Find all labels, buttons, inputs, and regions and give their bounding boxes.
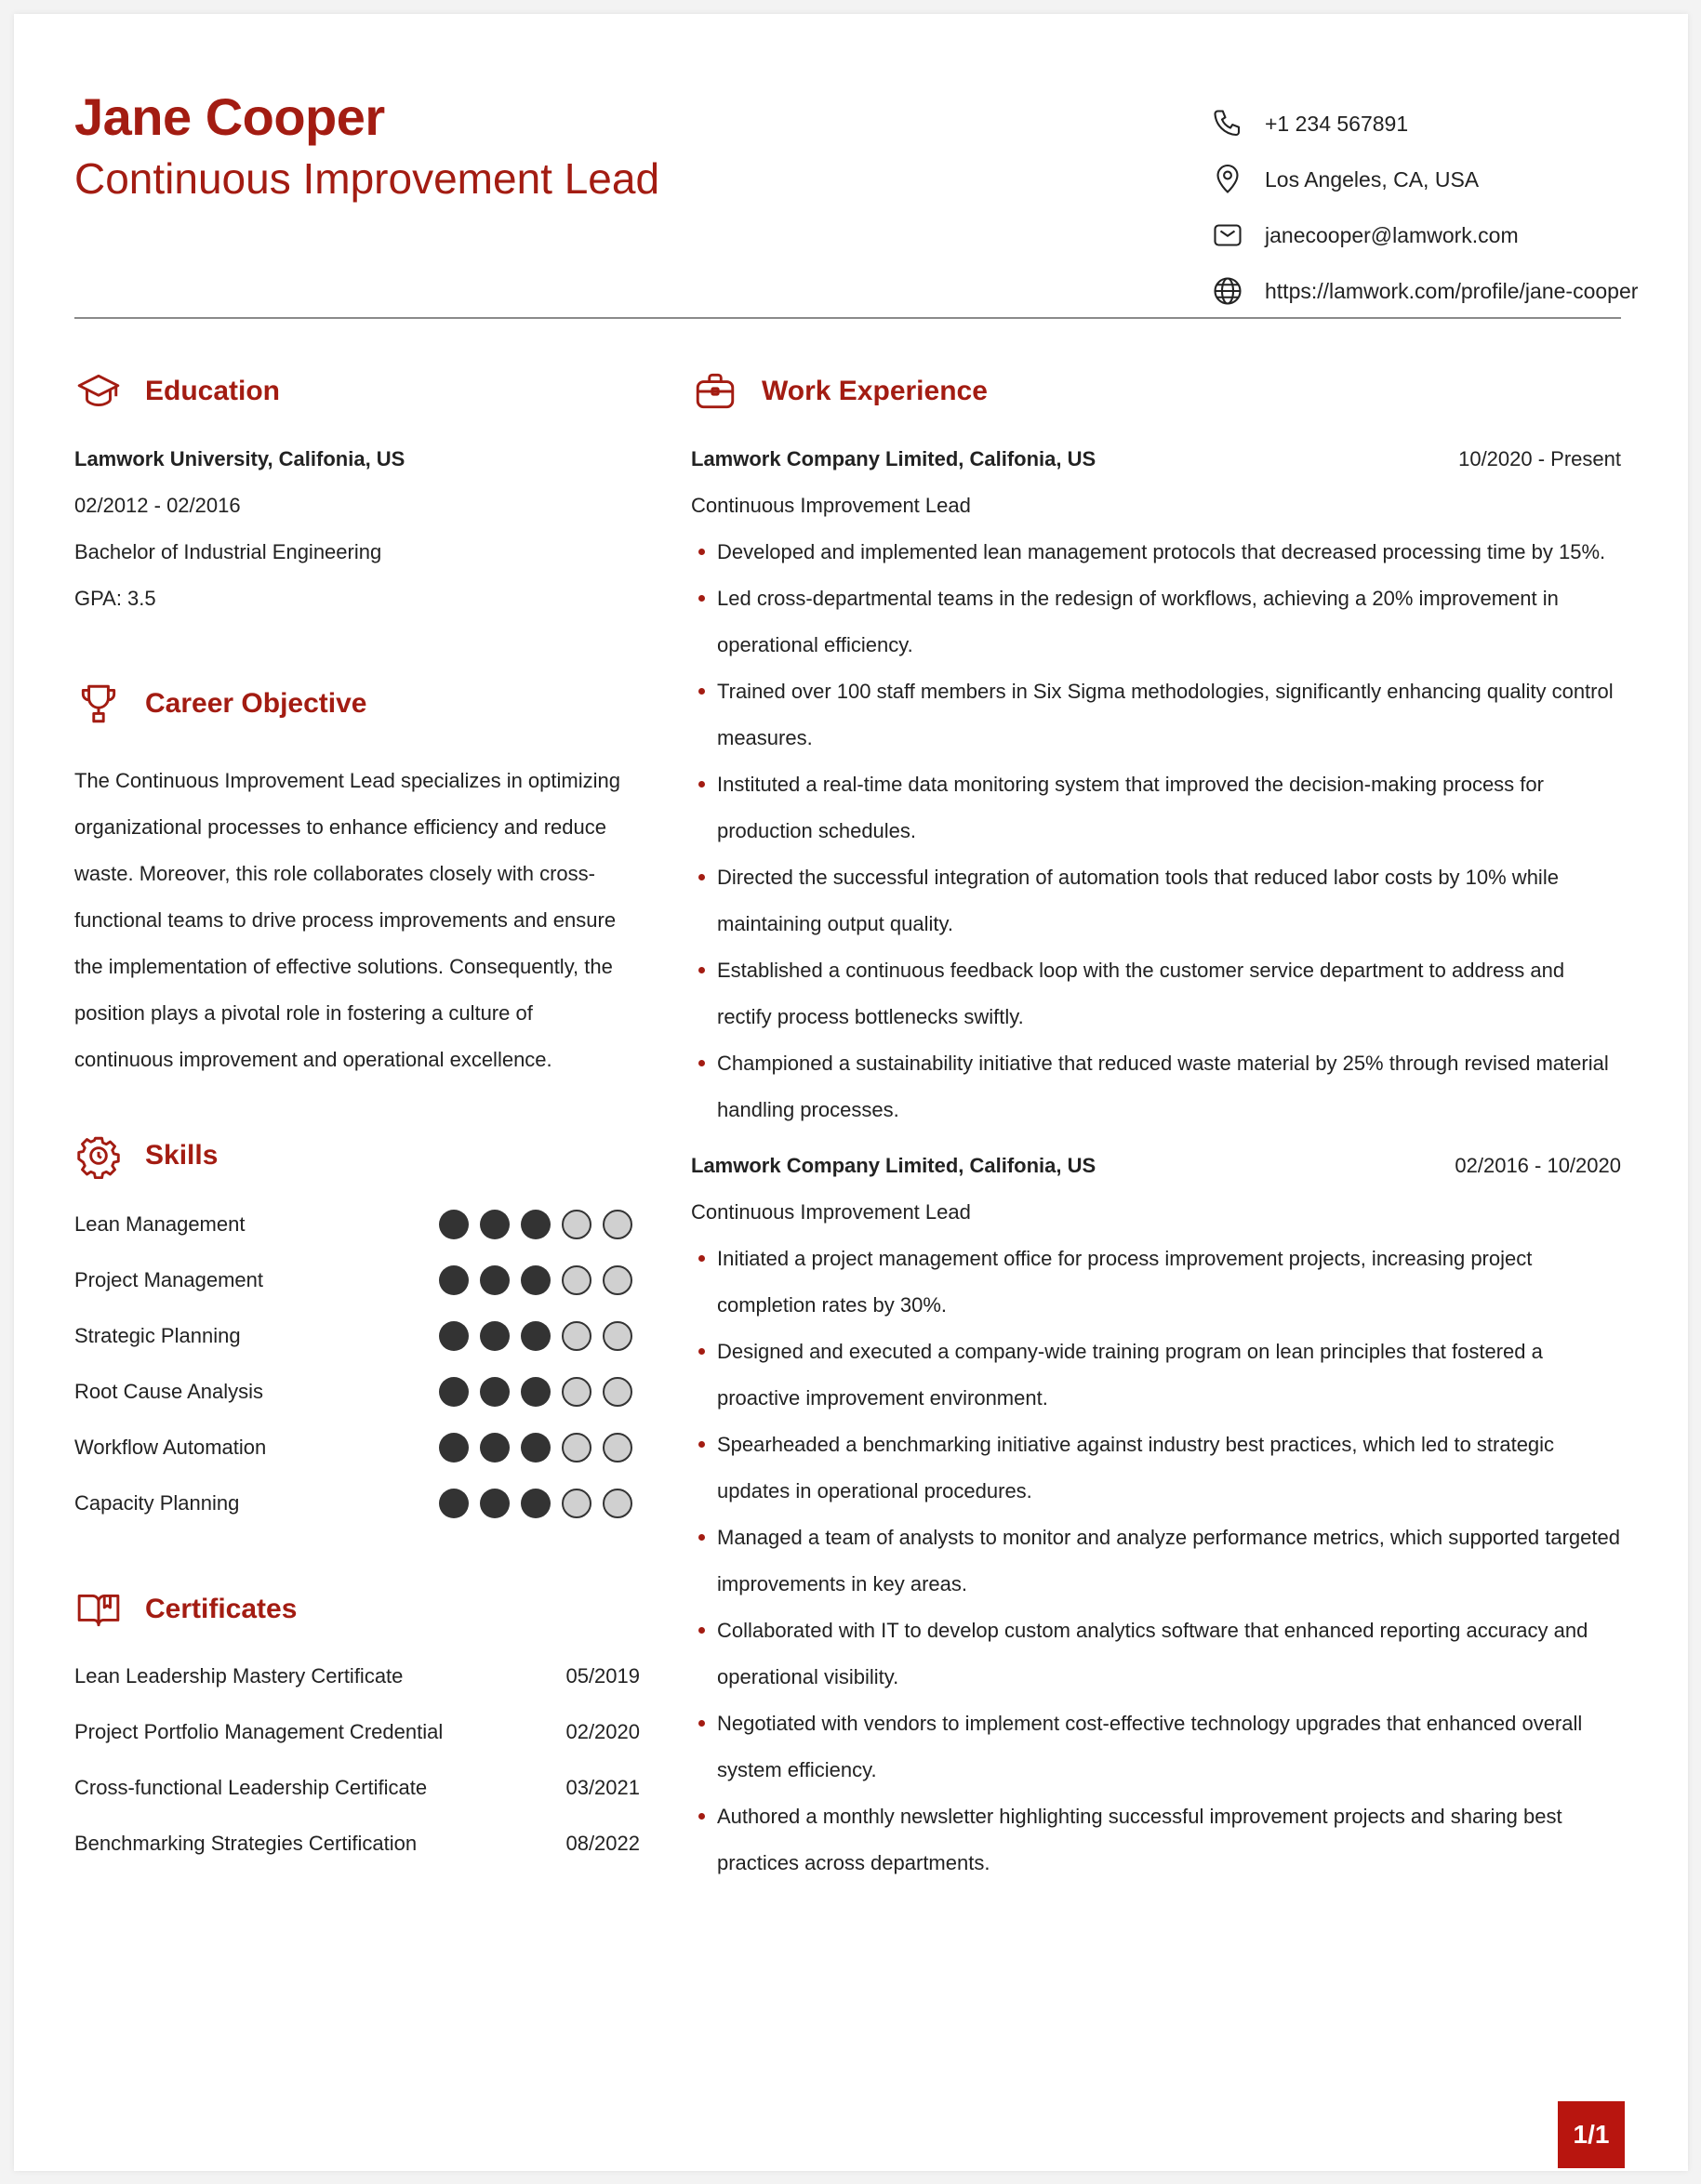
skill-dot-empty [562,1489,591,1518]
job-2-company: Lamwork Company Limited, Califonia, US [691,1154,1096,1177]
education-degree: Bachelor of Industrial Engineering [74,540,382,563]
skill-dot-filled [439,1321,469,1351]
skill-level-dots [439,1265,632,1295]
contact-phone [1209,96,1638,152]
skill-level-dots [439,1433,632,1463]
header-divider [74,317,1621,319]
skill-dot-empty [603,1321,632,1351]
contact-email [1209,207,1638,263]
skill-row [74,1317,642,1355]
certificate-name: Lean Leadership Mastery Certificate [74,1664,404,1688]
certificate-date: 02/2020 [565,1720,640,1743]
skill-name: Workflow Automation [74,1436,267,1459]
list-item: Designed and executed a company-wide training program on lean principles that fostered a proactive improvement environment. [691,1329,1621,1422]
resume-page [14,14,1688,2171]
skill-dot-empty [562,1210,591,1239]
job-1-bullets [691,529,1621,1133]
certificate-row [74,1832,640,1856]
trophy-icon [74,680,123,728]
skills-heading: Skills [74,1132,218,1180]
skill-row [74,1262,642,1299]
skill-dot-filled [439,1265,469,1295]
certificates-heading: Certificates [74,1585,297,1634]
skill-dot-filled [439,1433,469,1463]
certificate-date: 08/2022 [565,1832,640,1855]
gear-icon [74,1132,123,1180]
certificate-date: 05/2019 [565,1664,640,1688]
skill-row [74,1429,642,1466]
skill-dot-filled [439,1377,469,1407]
job-2-bullets [691,1236,1621,1886]
list-item: Collaborated with IT to develop custom analytics software that enhanced reporting accuracy and operational visibility. [691,1608,1621,1701]
list-item: Instituted a real-time data monitoring system that improved the decision-making process for production schedules. [691,761,1621,854]
skill-name: Root Cause Analysis [74,1380,263,1403]
skill-dot-empty [562,1321,591,1351]
skill-dot-filled [521,1265,551,1295]
graduation-cap-icon [74,367,123,416]
job-2-position: Continuous Improvement Lead [691,1200,971,1224]
skill-dot-filled [480,1321,510,1351]
candidate-name: Jane Cooper [74,87,385,146]
skill-dot-filled [480,1489,510,1518]
education-dates: 02/2012 - 02/2016 [74,494,241,517]
education-school: Lamwork University, Califonia, US [74,447,405,470]
skill-level-dots [439,1210,632,1239]
skill-dot-empty [562,1377,591,1407]
list-item: Authored a monthly newsletter highlighting successful improvement projects and sharing best practices across departments. [691,1794,1621,1886]
work-heading: Work Experience [691,367,988,416]
certificate-row [74,1720,640,1744]
list-item: Managed a team of analysts to monitor and analyze performance metrics, which supported targeted improvements in key areas. [691,1515,1621,1608]
certificate-row [74,1664,640,1688]
job-1-header [691,447,1621,471]
skill-dot-filled [521,1489,551,1518]
skill-dot-filled [521,1210,551,1239]
job-2-dates: 02/2016 - 10/2020 [1455,1154,1621,1177]
skill-row [74,1206,642,1243]
skill-dot-filled [439,1489,469,1518]
objective-heading: Career Objective [74,680,366,728]
skill-dot-empty [603,1433,632,1463]
skill-row [74,1373,642,1410]
globe-icon [1209,272,1246,310]
skill-dot-filled [480,1265,510,1295]
skill-name: Lean Management [74,1212,246,1236]
skill-dot-filled [480,1377,510,1407]
list-item: Trained over 100 staff members in Six Sigma methodologies, significantly enhancing quality control measures. [691,668,1621,761]
certificate-name: Cross-functional Leadership Certificate [74,1776,428,1799]
certificate-date: 03/2021 [565,1776,640,1799]
list-item: Championed a sustainability initiative that reduced waste material by 25% through revised material handling processes. [691,1040,1621,1133]
skill-dot-filled [521,1321,551,1351]
skill-row [74,1485,642,1522]
skill-dot-empty [603,1265,632,1295]
list-item: Initiated a project management office for process improvement projects, increasing project completion rates by 30%. [691,1236,1621,1329]
education-heading: Education [74,367,280,416]
list-item: Spearheaded a benchmarking initiative against industry best practices, which led to strategic updates in operational procedures. [691,1422,1621,1515]
open-book-icon [74,1585,123,1634]
skill-name: Strategic Planning [74,1324,241,1347]
skill-name: Project Management [74,1268,263,1291]
certificate-name: Project Portfolio Management Credential [74,1720,444,1743]
skill-dot-filled [439,1210,469,1239]
job-1-position: Continuous Improvement Lead [691,494,971,517]
list-item: Established a continuous feedback loop with the customer service department to address and rectify process bottlenecks swiftly. [691,947,1621,1040]
contact-list [1209,96,1638,319]
contact-website [1209,263,1638,319]
skill-name: Capacity Planning [74,1491,240,1515]
skill-level-dots [439,1321,632,1351]
job-2-header [691,1154,1621,1178]
skill-dot-empty [562,1433,591,1463]
envelope-icon [1209,217,1246,254]
list-item: Directed the successful integration of automation tools that reduced labor costs by 10% while maintaining output quality. [691,854,1621,947]
briefcase-icon [691,367,739,416]
phone-text[interactable]: +1 234 567891 [1265,111,1409,136]
website-link[interactable]: https://lamwork.com/profile/jane-cooper [1265,278,1639,303]
skill-dot-filled [480,1433,510,1463]
skill-dot-empty [603,1377,632,1407]
skill-dot-empty [603,1210,632,1239]
contact-location [1209,152,1638,207]
location-text: Los Angeles, CA, USA [1265,166,1480,192]
skill-dot-filled [521,1433,551,1463]
skill-dot-filled [521,1377,551,1407]
phone-icon [1209,105,1246,142]
page-indicator[interactable]: 1/1 [1558,2101,1625,2168]
skill-dot-filled [480,1210,510,1239]
job-1-dates: 10/2020 - Present [1458,447,1621,470]
skill-dot-empty [562,1265,591,1295]
certificate-row [74,1776,640,1800]
objective-text: The Continuous Improvement Lead specializes in optimizing organizational processes to enhance efficiency and reduce waste. Moreover, this role collaborates closely with cross-functional teams to drive process improvements and ensure the implementation of effective solutions. Consequently, the position plays a pivotal role in fostering a culture of continuous improvement and operational excellence. [74,769,620,1071]
list-item: Led cross-departmental teams in the redesign of workflows, achieving a 20% improvement in operational efficiency. [691,576,1621,668]
skill-level-dots [439,1377,632,1407]
skill-level-dots [439,1489,632,1518]
list-item: Negotiated with vendors to implement cost-effective technology upgrades that enhanced overall system efficiency. [691,1701,1621,1794]
job-1-company: Lamwork Company Limited, Califonia, US [691,447,1096,470]
skill-dot-empty [603,1489,632,1518]
list-item: Developed and implemented lean management protocols that decreased processing time by 15%. [691,529,1621,576]
location-pin-icon [1209,161,1246,198]
candidate-title: Continuous Improvement Lead [74,154,660,203]
certificate-name: Benchmarking Strategies Certification [74,1832,418,1855]
email-text[interactable]: janecooper@lamwork.com [1265,222,1519,247]
education-gpa: GPA: 3.5 [74,587,156,610]
